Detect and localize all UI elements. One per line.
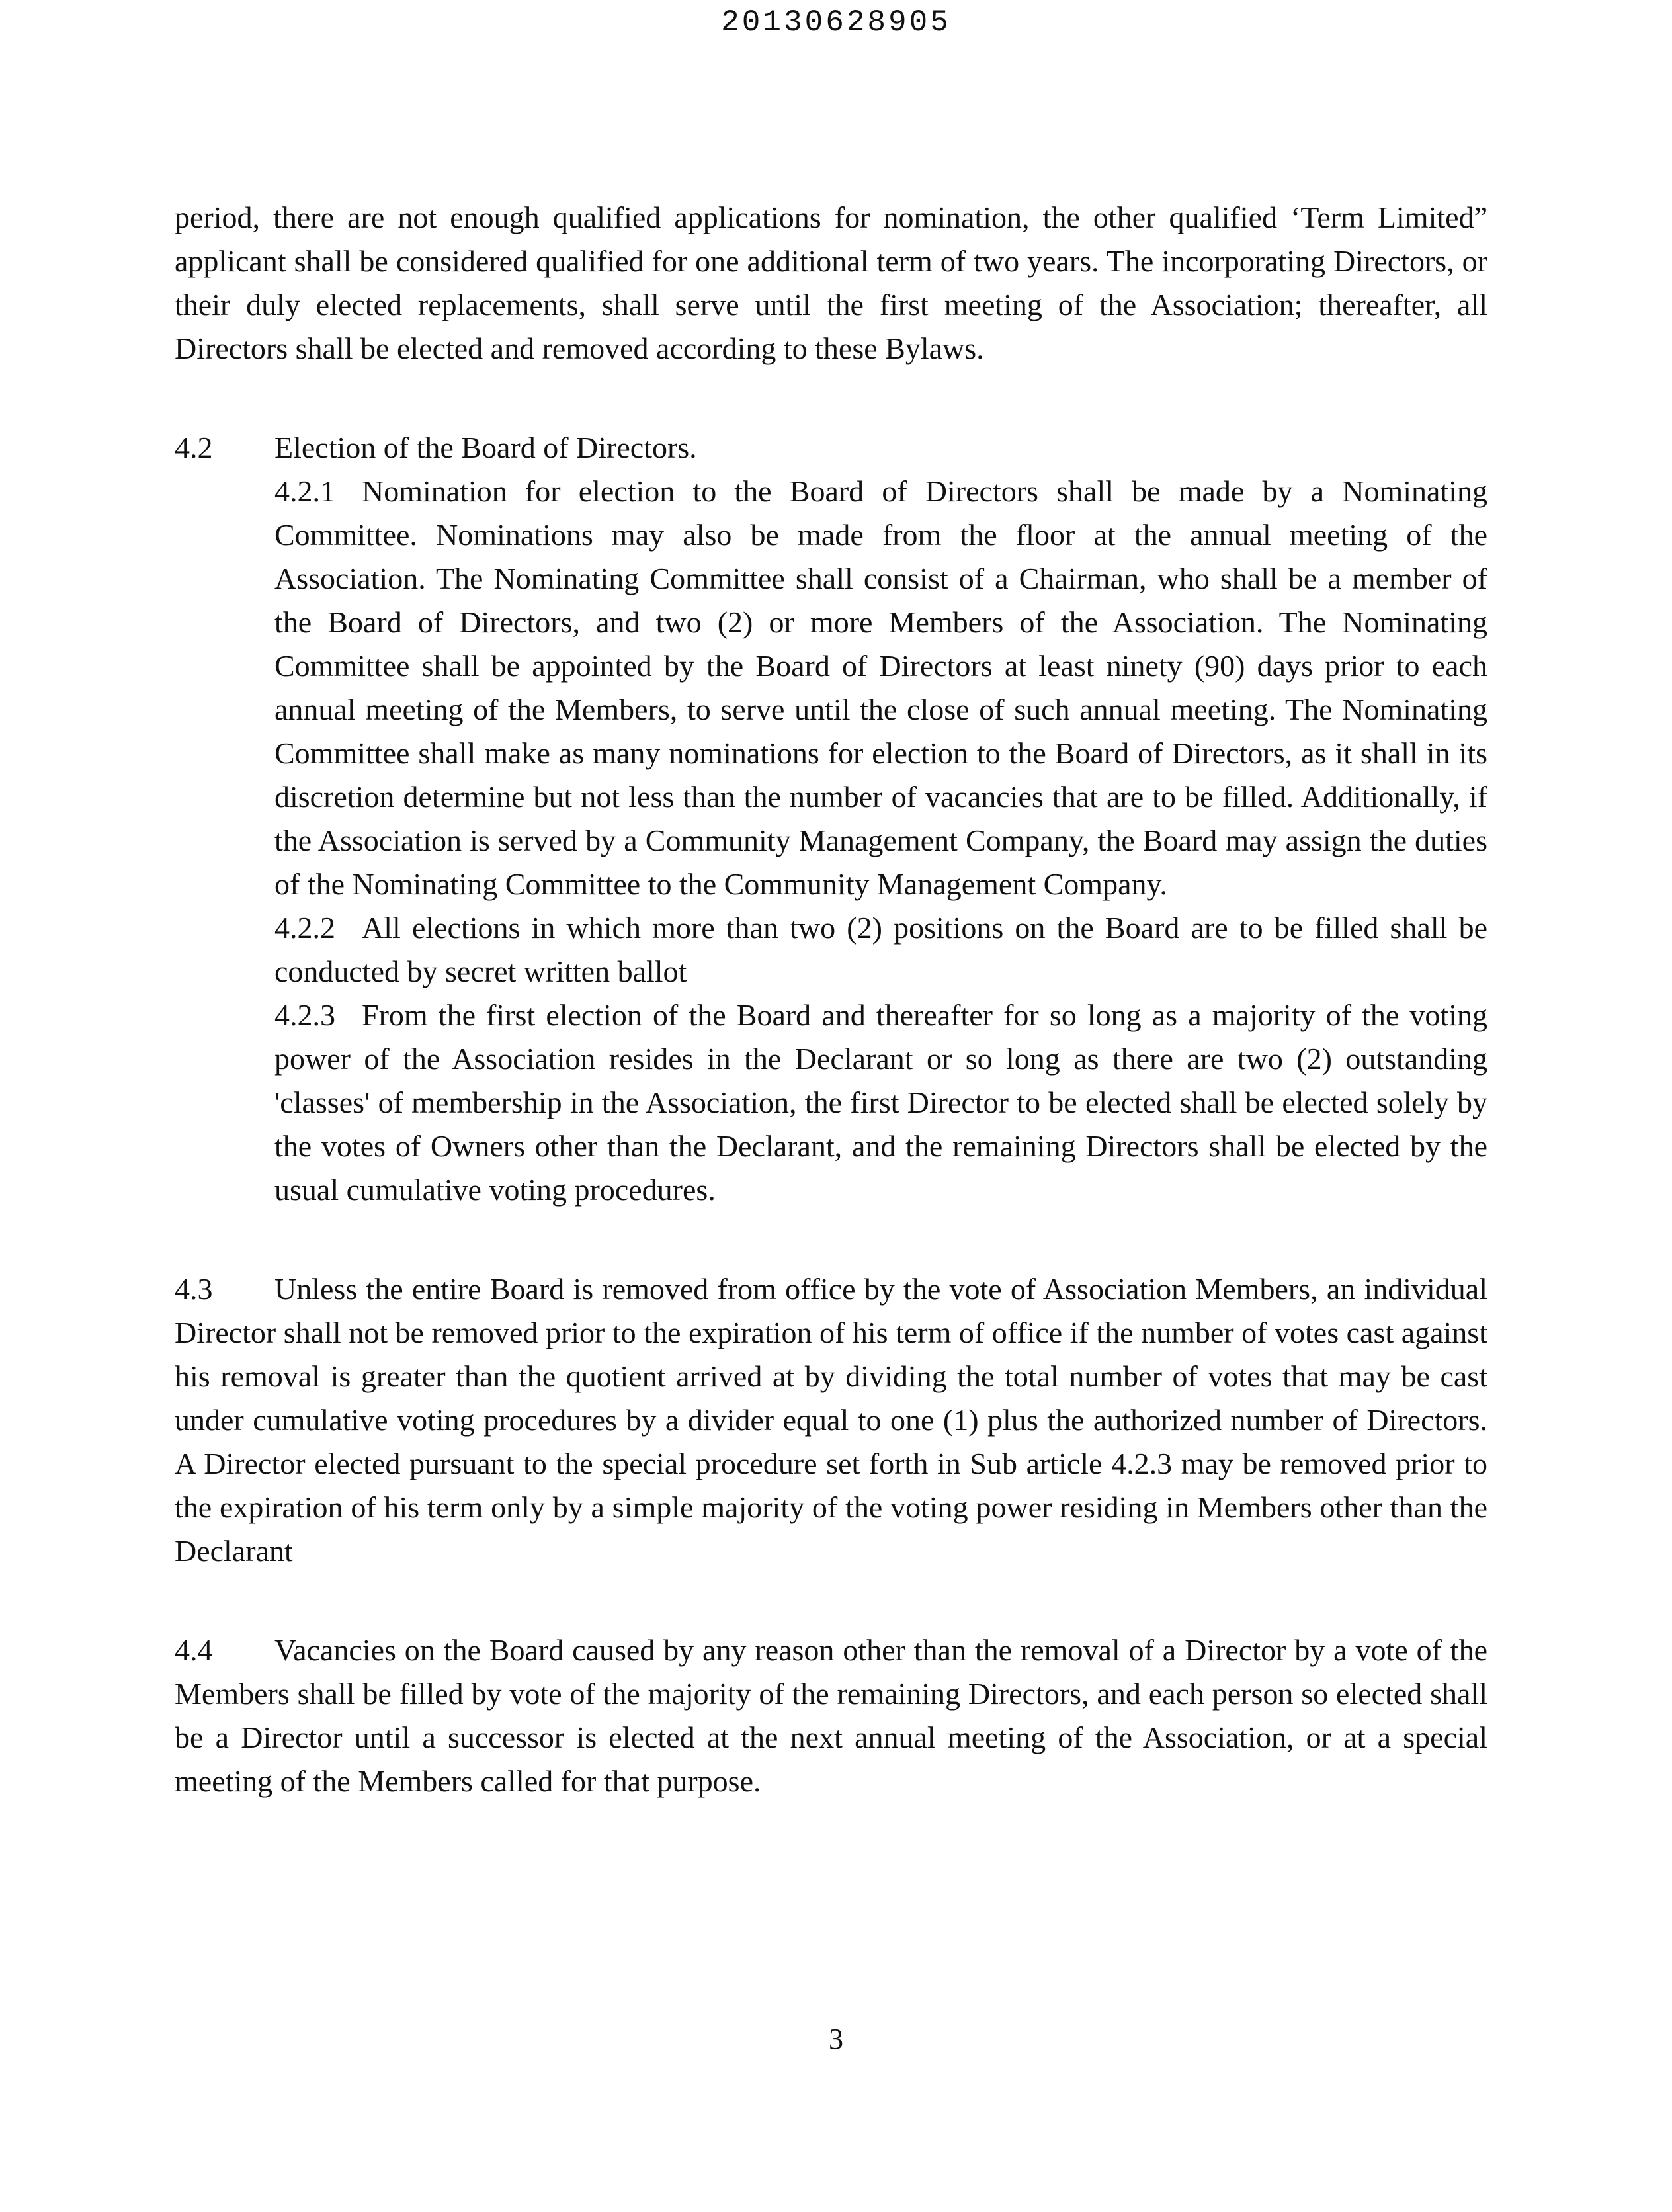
document-header-number: 20130628905: [721, 5, 951, 40]
subsection-4-2-2: [274, 906, 1487, 994]
intro-paragraph: period, there are not enough qualified applications for nomination, the other qualified ‘Term Limited” applicant shall be considered qualified for one additional term of two years. The incorporating Directors, or their duly elected replacements, shall serve until the first meeting of the Association; thereafter, all Directors shall be elected and removed according to these Bylaws.: [175, 200, 1487, 365]
subsection-4-2-1-number: 4.2.1: [274, 474, 335, 508]
subsection-4-2-3-text: From the first election of the Board and thereafter for so long as a majority of the voting power of the Association resides in the Declarant or so long as there are two (2) outstanding 'classes' of membership in the Association, the first Director to be elected shall be elected solely by the votes of Owners other than the Declarant, and the remaining Directors shall be elected by the usual cumulative voting procedures.: [274, 998, 1487, 1207]
section-4-3-text: Unless the entire Board is removed from office by the vote of Association Members, an individual Director shall not be removed prior to the expiration of his term of office if the number of votes cast against his removal is greater than the quotient arrived at by dividing the total number of votes that may be cast under cumulative voting procedures by a divider equal to one (1) plus the authorized number of Directors. A Director elected pursuant to the special procedure set forth in Sub article 4.2.3 may be removed prior to the expiration of his term only by a simple majority of the voting power residing in Members other than the Declarant: [175, 1272, 1487, 1568]
subsection-4-2-1: [274, 470, 1487, 906]
subsection-4-2-2-text: All elections in which more than two (2) positions on the Board are to be filled shall be conducted by secret written ballot: [274, 911, 1487, 988]
paragraph-gap: [175, 1573, 1487, 1629]
section-4-2-subsections: [274, 470, 1487, 1212]
section-4-3: [175, 1267, 1487, 1573]
subsection-4-2-3: [274, 994, 1487, 1212]
section-4-3-number: 4.3: [175, 1272, 213, 1306]
paragraph-gap: [175, 1212, 1487, 1267]
subsection-4-2-3-number: 4.2.3: [274, 998, 335, 1032]
subsection-4-2-2-number: 4.2.2: [274, 911, 335, 945]
section-4-2-number: 4.2: [175, 431, 213, 464]
section-4-2-title: Election of the Board of Directors.: [274, 431, 697, 464]
page-number: 3: [829, 2023, 843, 2055]
section-4-4-number: 4.4: [175, 1633, 213, 1667]
paragraph-gap: [175, 370, 1487, 426]
section-4-4-text: Vacancies on the Board caused by any reason other than the removal of a Director by a vote of the Members shall be filled by vote of the majority of the remaining Directors, and each person so elected shall be a Director until a successor is elected at the next annual meeting of the Association, or at a special meeting of the Members called for that purpose.: [175, 1633, 1487, 1798]
subsection-4-2-1-text: Nomination for election to the Board of Directors shall be made by a Nominating Committee. Nominations may also be made from the floor at the annual meeting of the Association. The Nominating Committee shall consist of a Chairman, who shall be a member of the Board of Directors, and two (2) or more Members of the Association. The Nominating Committee shall be appointed by the Board of Directors at least ninety (90) days prior to each annual meeting of the Members, to serve until the close of such annual meeting. The Nominating Committee shall make as many nominations for election to the Board of Directors, as it shall in its discretion determine but not less than the number of vacancies that are to be filled. Additionally, if the Association is served by a Community Management Company, the Board may assign the duties of the Nominating Committee to the Community Management Company.: [274, 474, 1487, 901]
document-body: [175, 196, 1487, 1803]
section-4-2-heading: [175, 426, 1487, 470]
section-4-2: [175, 426, 1487, 1212]
section-4-4: [175, 1629, 1487, 1803]
